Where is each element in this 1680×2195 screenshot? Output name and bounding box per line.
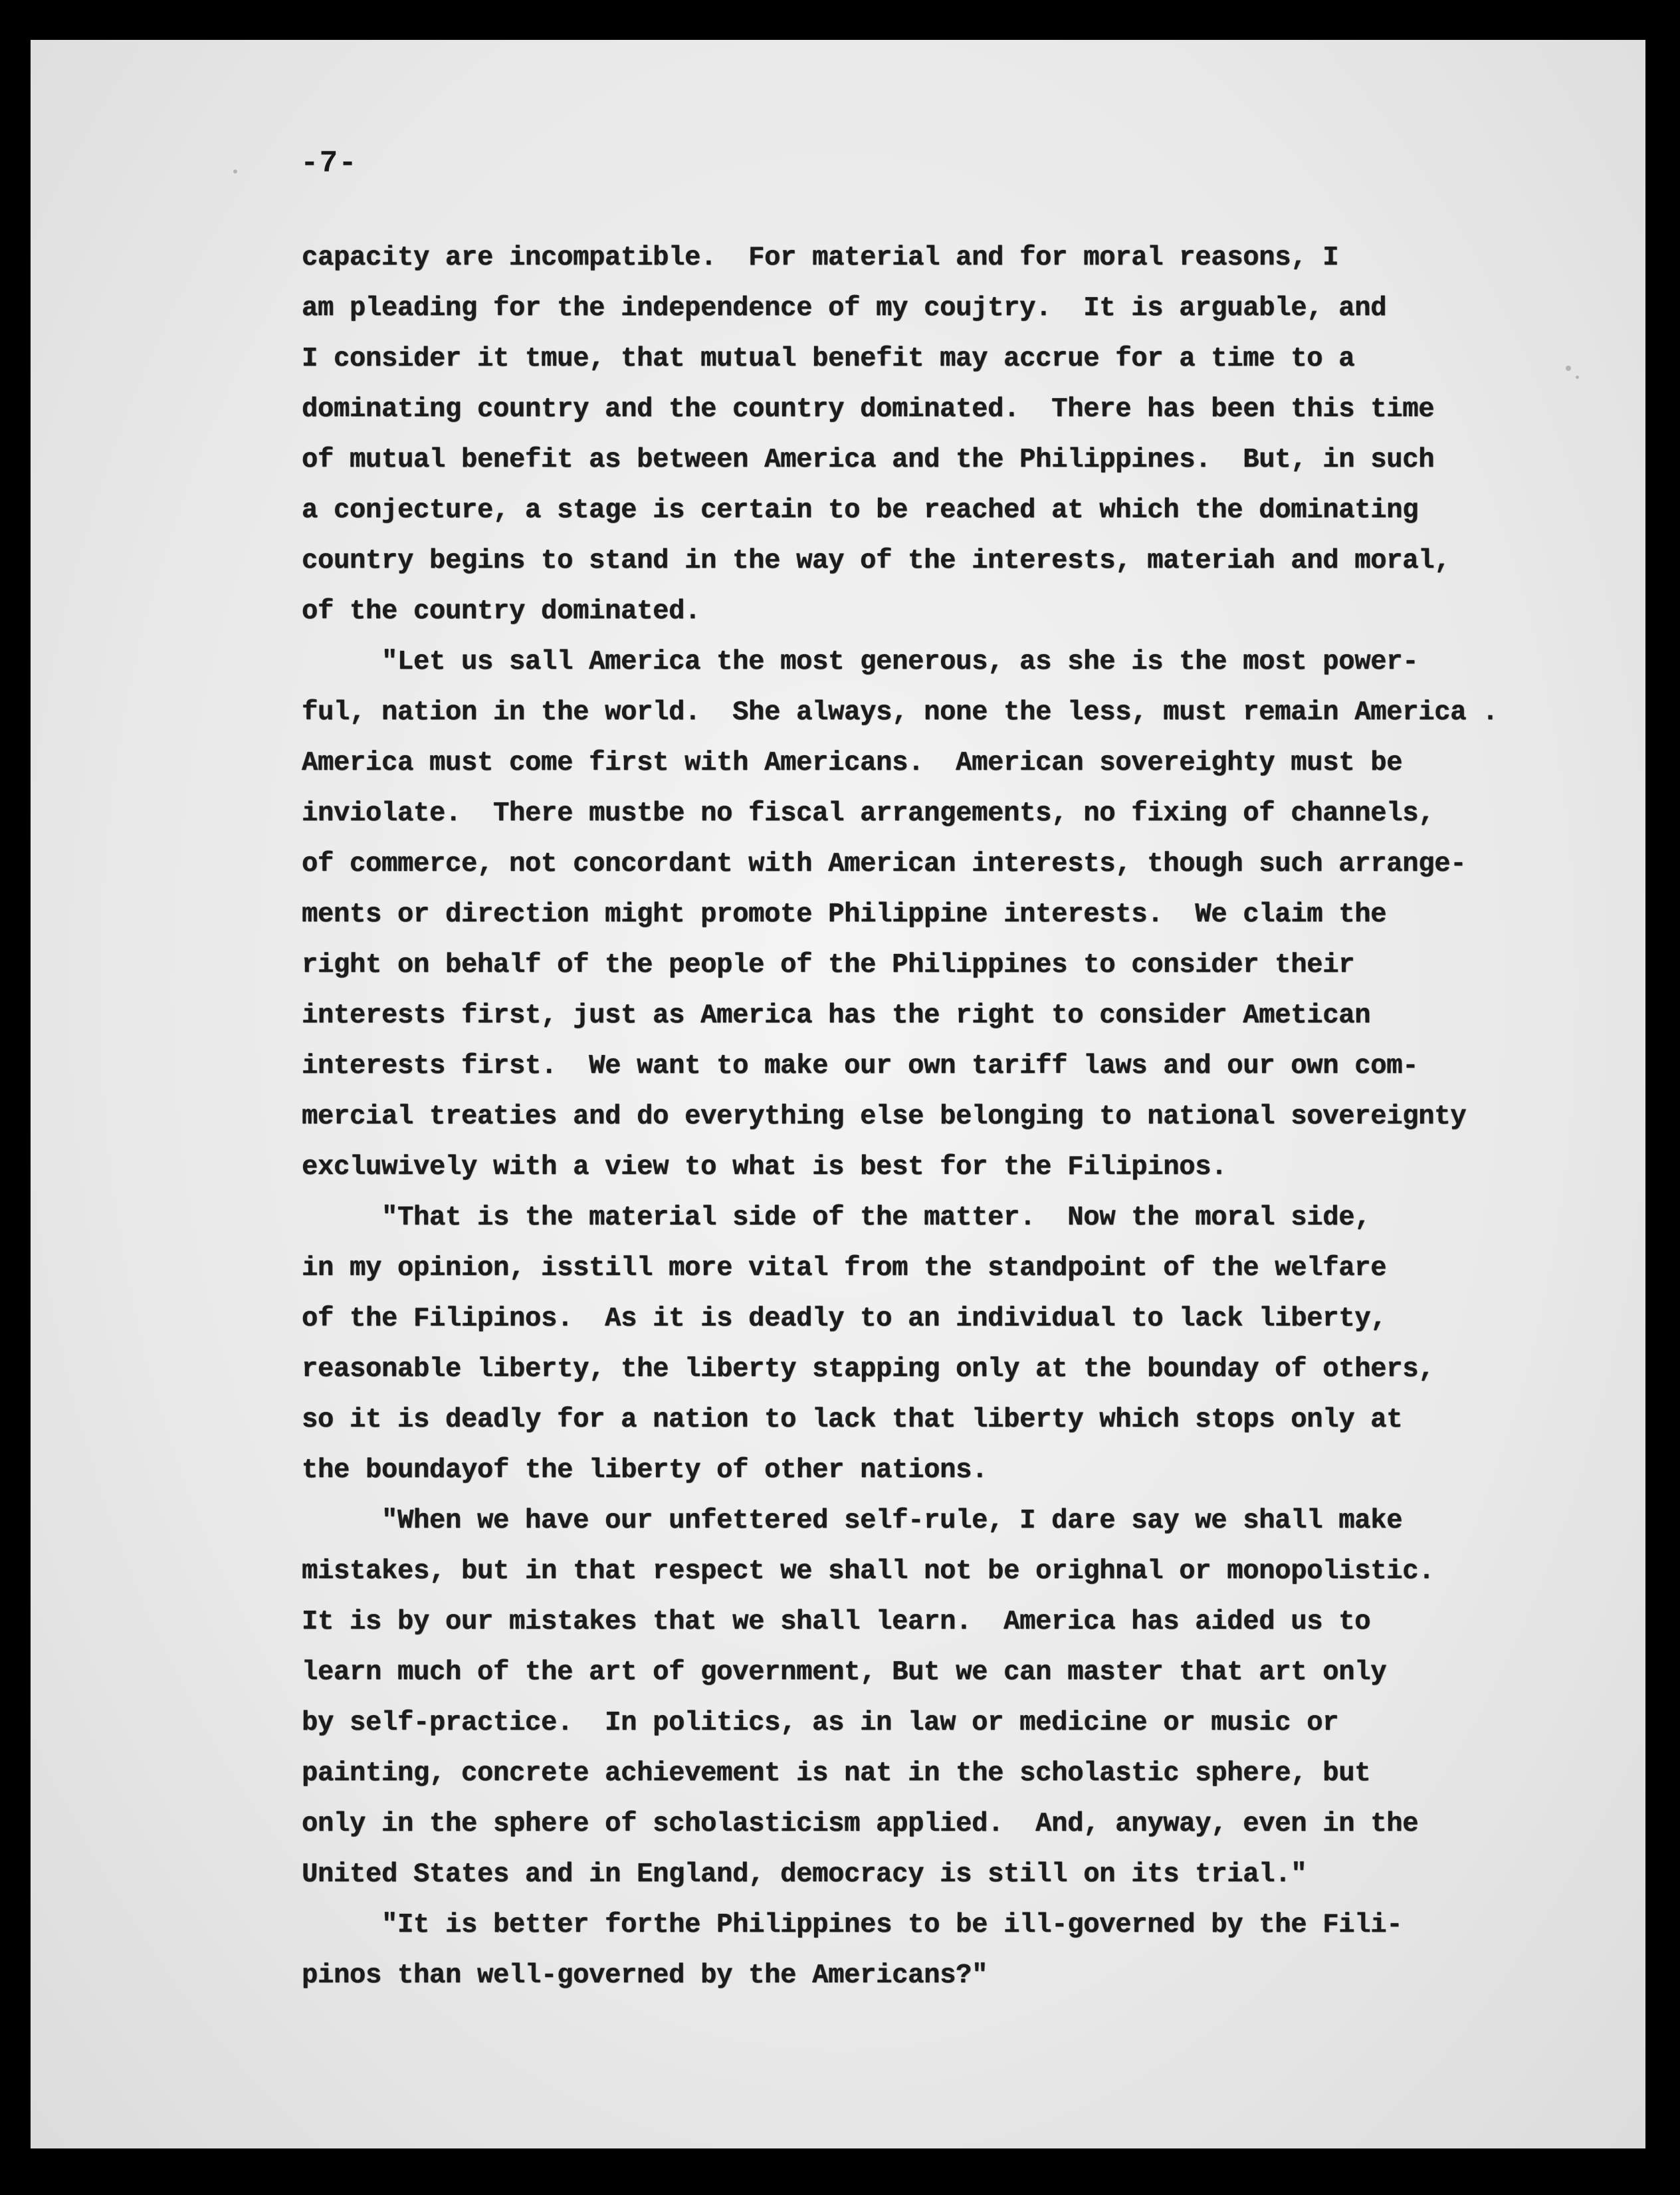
text-line: reasonable liberty, the liberty stapping only at the bounday of others, (302, 1354, 1435, 1385)
body-text (302, 233, 1598, 2001)
text-line: "When we have our unfettered self-rule, I dare say we shall make (302, 1506, 1403, 1536)
text-line: country begins to stand in the way of the interests, materiah and moral, (302, 546, 1451, 576)
page-number: -7- (300, 146, 358, 181)
text-line: United States and in England, democracy is still on its trial." (302, 1859, 1307, 1890)
text-line: mercial treaties and do everything else belonging to national sovereignty (302, 1101, 1467, 1132)
text-line: mistakes, but in that respect we shall not be orighnal or monopolistic. (302, 1556, 1435, 1587)
text-line: of the Filipinos. As it is deadly to an individual to lack liberty, (302, 1304, 1387, 1334)
text-line: capacity are incompatible. For material and for moral reasons, I (302, 243, 1339, 273)
text-line: the boundayof the liberty of other nations. (302, 1455, 988, 1486)
text-line: dominating country and the country dominated. There has been this time (302, 394, 1435, 425)
text-line: so it is deadly for a nation to lack that liberty which stops only at (302, 1405, 1403, 1435)
text-line: "Let us sall America the most generous, as she is the most power- (302, 647, 1419, 677)
text-line: interests first. We want to make our own tariff laws and our own com- (302, 1051, 1419, 1082)
text-line: "It is better forthe Philippines to be ill-governed by the Fili- (302, 1910, 1403, 1940)
text-line: inviolate. There mustbe no fiscal arrangements, no fixing of channels, (302, 798, 1435, 829)
text-line: a conjecture, a stage is certain to be reached at which the dominating (302, 495, 1419, 526)
text-line: ful, nation in the world. She always, none the less, must remain America . (302, 697, 1499, 728)
scan-speck (233, 170, 237, 173)
text-line: of the country dominated. (302, 596, 701, 627)
text-line: am pleading for the independence of my coujtry. It is arguable, and (302, 293, 1387, 324)
text-line: pinos than well-governed by the Americans?" (302, 1960, 988, 1991)
text-line: ments or direction might promote Philippine interests. We claim the (302, 899, 1387, 930)
text-line: "That is the material side of the matter. Now the moral side, (302, 1203, 1371, 1233)
text-line: of commerce, not concordant with American interests, though such arrange- (302, 849, 1467, 879)
text-line: America must come first with Americans. American sovereighty must be (302, 748, 1403, 778)
typewritten-page (31, 40, 1645, 2148)
text-line: in my opinion, isstill more vital from the standpoint of the welfare (302, 1253, 1387, 1284)
text-line: I consider it tmue, that mutual benefit may accrue for a time to a (302, 344, 1355, 374)
text-line: right on behalf of the people of the Philippines to consider their (302, 950, 1355, 981)
text-line: learn much of the art of government, But we can master that art only (302, 1657, 1387, 1688)
text-line: It is by our mistakes that we shall learn. America has aided us to (302, 1607, 1371, 1637)
text-line: of mutual benefit as between America and the Philippines. But, in such (302, 445, 1435, 475)
text-line: excluwively with a view to what is best for the Filipinos. (302, 1152, 1227, 1183)
text-line: by self-practice. In politics, as in law or medicine or music or (302, 1708, 1339, 1738)
text-line: painting, concrete achievement is nat in the scholastic sphere, but (302, 1758, 1371, 1789)
text-line: only in the sphere of scholasticism applied. And, anyway, even in the (302, 1809, 1419, 1839)
text-line: interests first, just as America has the right to consider Ametican (302, 1000, 1371, 1031)
